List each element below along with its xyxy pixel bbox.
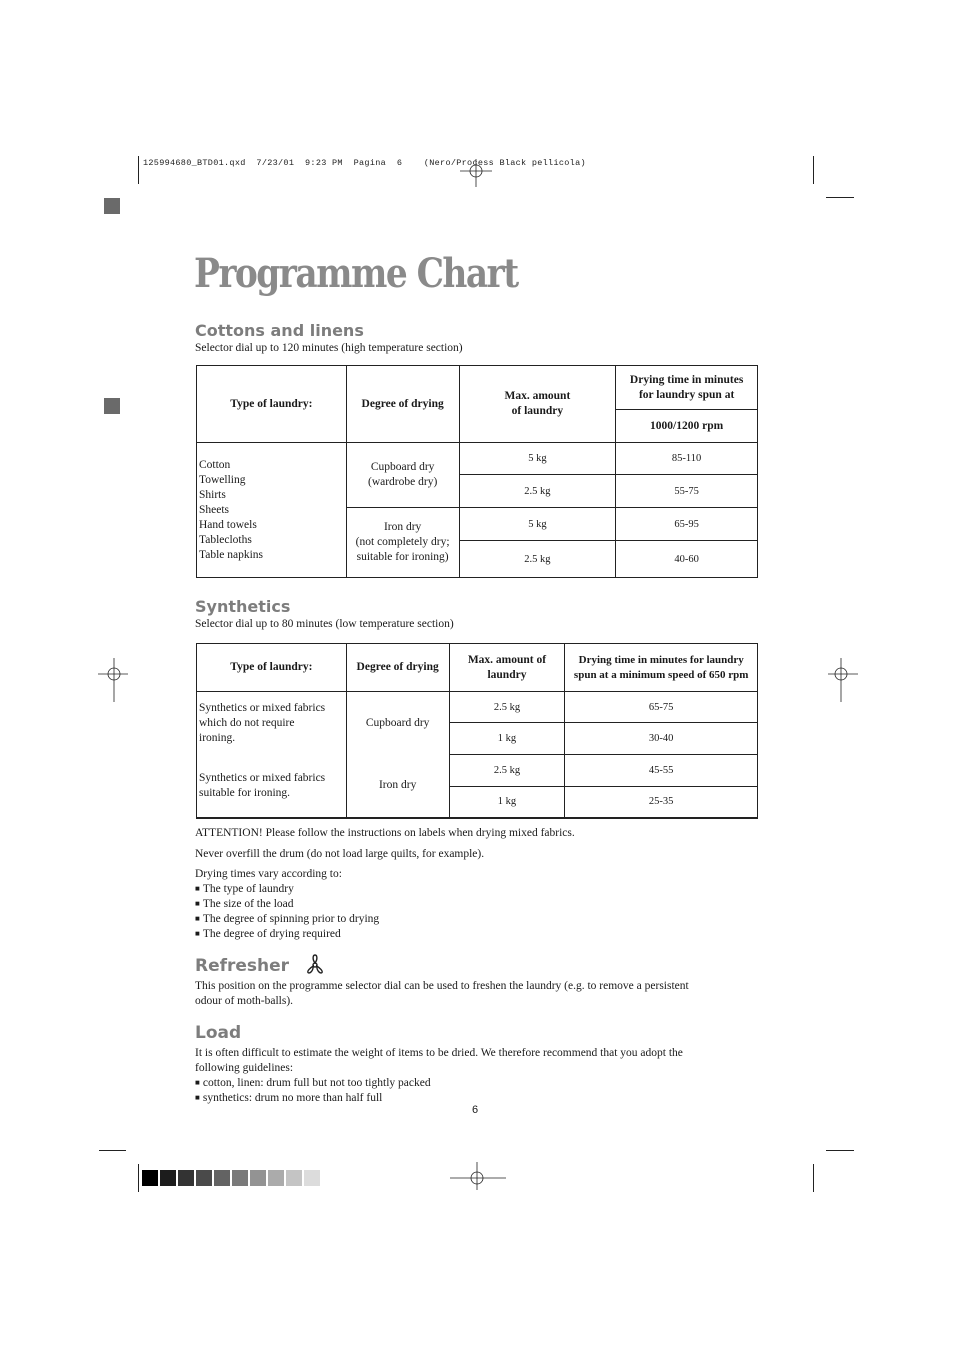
crop-mark [99,1150,126,1151]
header-degree: Degree of drying [346,644,449,692]
color-swatch [232,1170,248,1186]
amount-cell: 2.5 kg [449,692,565,723]
degree-cell [346,508,459,578]
header-max-amount [459,366,616,443]
header-max-amount [449,644,565,692]
color-swatch [196,1170,212,1186]
refresher-heading [195,956,289,976]
refresher-heading-text: Refresher [195,956,290,976]
load-line: It is often difficult to estimate the weight of items to be dried. We therefore recommend that you adopt the [195,1047,683,1059]
cottons-heading: Cottons and linens [195,321,364,340]
cottons-type-list [197,443,347,578]
type-line: suitable for ironing. [199,786,291,799]
list-item: ■ The type of laundry [195,882,379,897]
color-swatch [304,1170,320,1186]
amount-cell: 2.5 kg [459,541,616,578]
synthetics-type-cell [197,755,347,818]
header-drying-time [616,366,758,410]
registration-mark-icon [460,155,492,187]
synthetics-table [196,643,758,819]
header-max-line: of laundry [511,405,564,417]
crop-mark [138,156,139,184]
type-item: Sheets [199,503,230,516]
degree-line: (not completely dry; [355,536,450,548]
degree-line: Iron dry [383,521,422,533]
type-item: Shirts [199,488,226,501]
degree-cell: Iron dry [346,755,449,818]
crop-mark [826,197,854,198]
load-line: following guidelines: [195,1062,294,1074]
side-square-mark [104,398,120,414]
overfill-note: Never overfill the drum (do not load large quilts, for example). [195,848,485,860]
load-heading: Load [195,1023,242,1043]
slug-line: 125994680_BTD01.qxd 7/23/01 9:23 PM Pagina 6 (Nero/Process Black pellicola) [143,158,586,168]
type-item: Towelling [199,473,246,486]
header-time-line: for laundry spun at [638,388,735,401]
color-swatch [250,1170,266,1186]
amount-cell: 5 kg [459,443,616,475]
refresher-line: odour of moth-balls). [195,995,294,1007]
type-line: ironing. [199,731,236,744]
list-item: ■ cotton, linen: drum full but not too tightly packed [195,1076,683,1091]
header-time-line: spun at a minimum speed of 650 rpm [573,668,749,681]
degree-line: Cupboard dry [370,461,435,473]
header-drying-time [565,644,758,692]
fan-icon [304,953,326,975]
amount-cell: 1 kg [449,787,565,818]
type-line: which do not require [199,716,295,729]
amount-cell: 1 kg [449,723,565,755]
crop-mark [138,1164,139,1192]
header-max-line: Max. amount [504,390,571,402]
header-max-line: Max. amount of [467,653,547,666]
page-title: Programme Chart [194,250,518,297]
color-swatch [268,1170,284,1186]
header-type: Type of laundry: [197,366,347,443]
degree-cell: Cupboard dry [346,692,449,755]
page-number: 6 [472,1104,479,1116]
synthetics-heading: Synthetics [195,597,291,616]
time-cell: 85-110 [616,443,758,475]
refresher-text [195,979,689,1009]
refresher-line: This position on the programme selector dial can be used to freshen the laundry (e.g. to remove a persistent [195,980,689,992]
time-cell: 55-75 [616,475,758,508]
list-item: ■ The degree of spinning prior to drying [195,912,379,927]
header-type: Type of laundry: [197,644,347,692]
type-item: Table napkins [199,548,264,561]
color-swatch [160,1170,176,1186]
cottons-subtitle: Selector dial up to 120 minutes (high temperature section) [195,342,463,354]
list-item: ■ synthetics: drum no more than half full [195,1091,683,1106]
amount-cell: 5 kg [459,508,616,541]
drying-times-list [195,867,379,942]
time-cell: 30-40 [565,723,758,755]
amount-cell: 2.5 kg [449,755,565,787]
type-line: Synthetics or mixed fabrics [199,701,326,714]
time-cell: 65-95 [616,508,758,541]
type-item: Hand towels [199,518,257,531]
attention-note: ATTENTION! Please follow the instructions on labels when drying mixed fabrics. [195,827,575,839]
list-item: ■ The degree of drying required [195,927,379,942]
type-line: Synthetics or mixed fabrics [199,771,326,784]
time-cell: 40-60 [616,541,758,578]
crop-mark [826,1150,854,1151]
amount-cell: 2.5 kg [459,475,616,508]
header-time-line: Drying time in minutes for laundry [578,653,744,666]
time-cell: 45-55 [565,755,758,787]
type-item: Tablecloths [199,533,252,546]
synthetics-subtitle: Selector dial up to 80 minutes (low temperature section) [195,618,454,630]
header-rpm: 1000/1200 rpm [616,410,758,443]
list-item: ■ The size of the load [195,897,379,912]
time-cell: 25-35 [565,787,758,818]
degree-line: suitable for ironing) [356,551,449,563]
crop-mark [813,156,814,184]
color-swatch [142,1170,158,1186]
registration-mark-icon [826,658,858,702]
type-item: Cotton [199,458,231,471]
registration-mark-icon [98,658,130,702]
load-text [195,1046,683,1106]
header-time-line: Drying time in minutes [629,373,744,386]
synthetics-type-cell [197,692,347,755]
time-cell: 65-75 [565,692,758,723]
color-swatch [178,1170,194,1186]
color-swatch [214,1170,230,1186]
drying-times-intro: Drying times vary according to: [195,868,342,880]
color-swatch [286,1170,302,1186]
degree-cell [346,443,459,508]
registration-mark-icon [450,1162,506,1194]
side-square-mark [104,198,120,214]
crop-mark [813,1164,814,1192]
header-max-line: laundry [487,668,527,681]
cottons-table [196,365,758,578]
degree-line: (wardrobe dry) [367,476,438,488]
header-degree: Degree of drying [346,366,459,443]
